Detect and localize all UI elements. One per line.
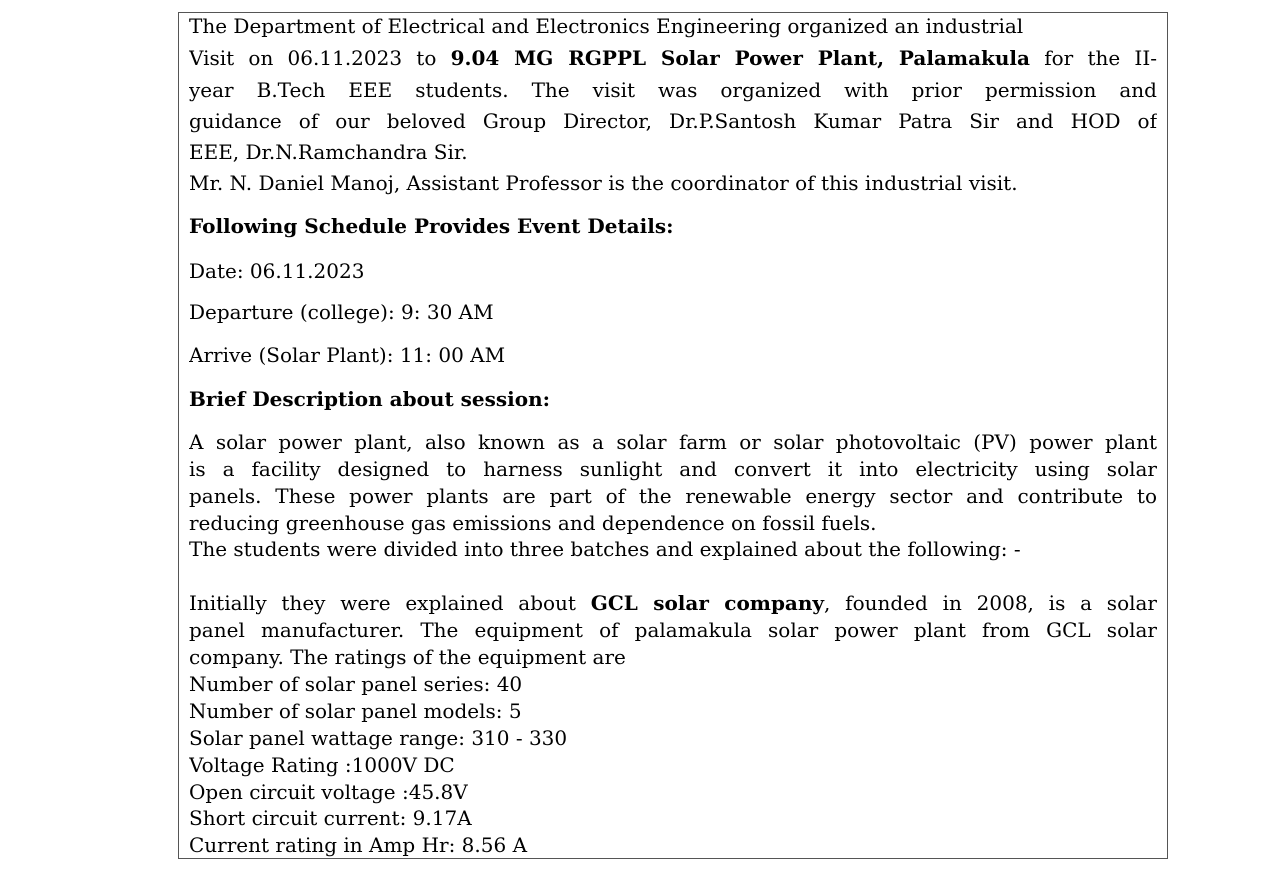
description-p3-post: , founded in 2008, is a solar [824,592,1157,615]
description-p2: The students were divided into three batches and explained about the following: - [189,538,1021,561]
rating-item: Open circuit voltage :45.8V [189,781,468,804]
coordinator-line: Mr. N. Daniel Manoj, Assistant Professor is the coordinator of this industrial visit. [189,172,1018,195]
rating-item: Number of solar panel series: 40 [189,673,523,696]
description-p1-line-4: reducing greenhouse gas emissions and dependence on fossil fuels. [189,512,877,535]
intro-line-4: guidance of our beloved Group Director, Dr.P.Santosh Kumar Patra Sir and HOD of [189,110,1157,133]
schedule-heading: Following Schedule Provides Event Details: [189,215,674,238]
schedule-date: Date: 06.11.2023 [189,260,365,283]
description-p3-line-3: company. The ratings of the equipment are [189,646,626,669]
description-p3-line-1 [189,592,1157,615]
intro-line-5: EEE, Dr.N.Ramchandra Sir. [189,141,468,164]
company-name: GCL solar company [590,592,825,615]
description-p1-line-3: panels. These power plants are part of the renewable energy sector and contribute to [189,485,1157,508]
plant-name: 9.04 MG RGPPL Solar Power Plant, Palamakula [450,47,1030,70]
rating-item: Short circuit current: 9.17A [189,807,472,830]
intro-line-3: year B.Tech EEE students. The visit was organized with prior permission and [189,79,1157,102]
description-p3-line-2: panel manufacturer. The equipment of palamakula solar power plant from GCL solar [189,619,1157,642]
schedule-arrive: Arrive (Solar Plant): 11: 00 AM [189,344,506,367]
description-p3-pre: Initially they were explained about [189,592,591,615]
intro-line-2-post: for the II- [1030,47,1157,70]
intro-line-1: The Department of Electrical and Electronics Engineering organized an industrial [189,15,1024,38]
rating-item: Voltage Rating :1000V DC [189,754,455,777]
description-p1-line-2: is a facility designed to harness sunlight and convert it into electricity using solar [189,458,1157,481]
rating-item: Current rating in Amp Hr: 8.56 A [189,834,528,857]
intro-line-2-pre: Visit on 06.11.2023 to [189,47,451,70]
schedule-departure: Departure (college): 9: 30 AM [189,301,494,324]
intro-line-2 [189,47,1157,70]
document-frame [178,12,1168,859]
rating-item: Solar panel wattage range: 310 - 330 [189,727,568,750]
description-heading: Brief Description about session: [189,388,551,411]
description-p1-line-1: A solar power plant, also known as a solar farm or solar photovoltaic (PV) power plant [189,431,1157,454]
rating-item: Number of solar panel models: 5 [189,700,522,723]
